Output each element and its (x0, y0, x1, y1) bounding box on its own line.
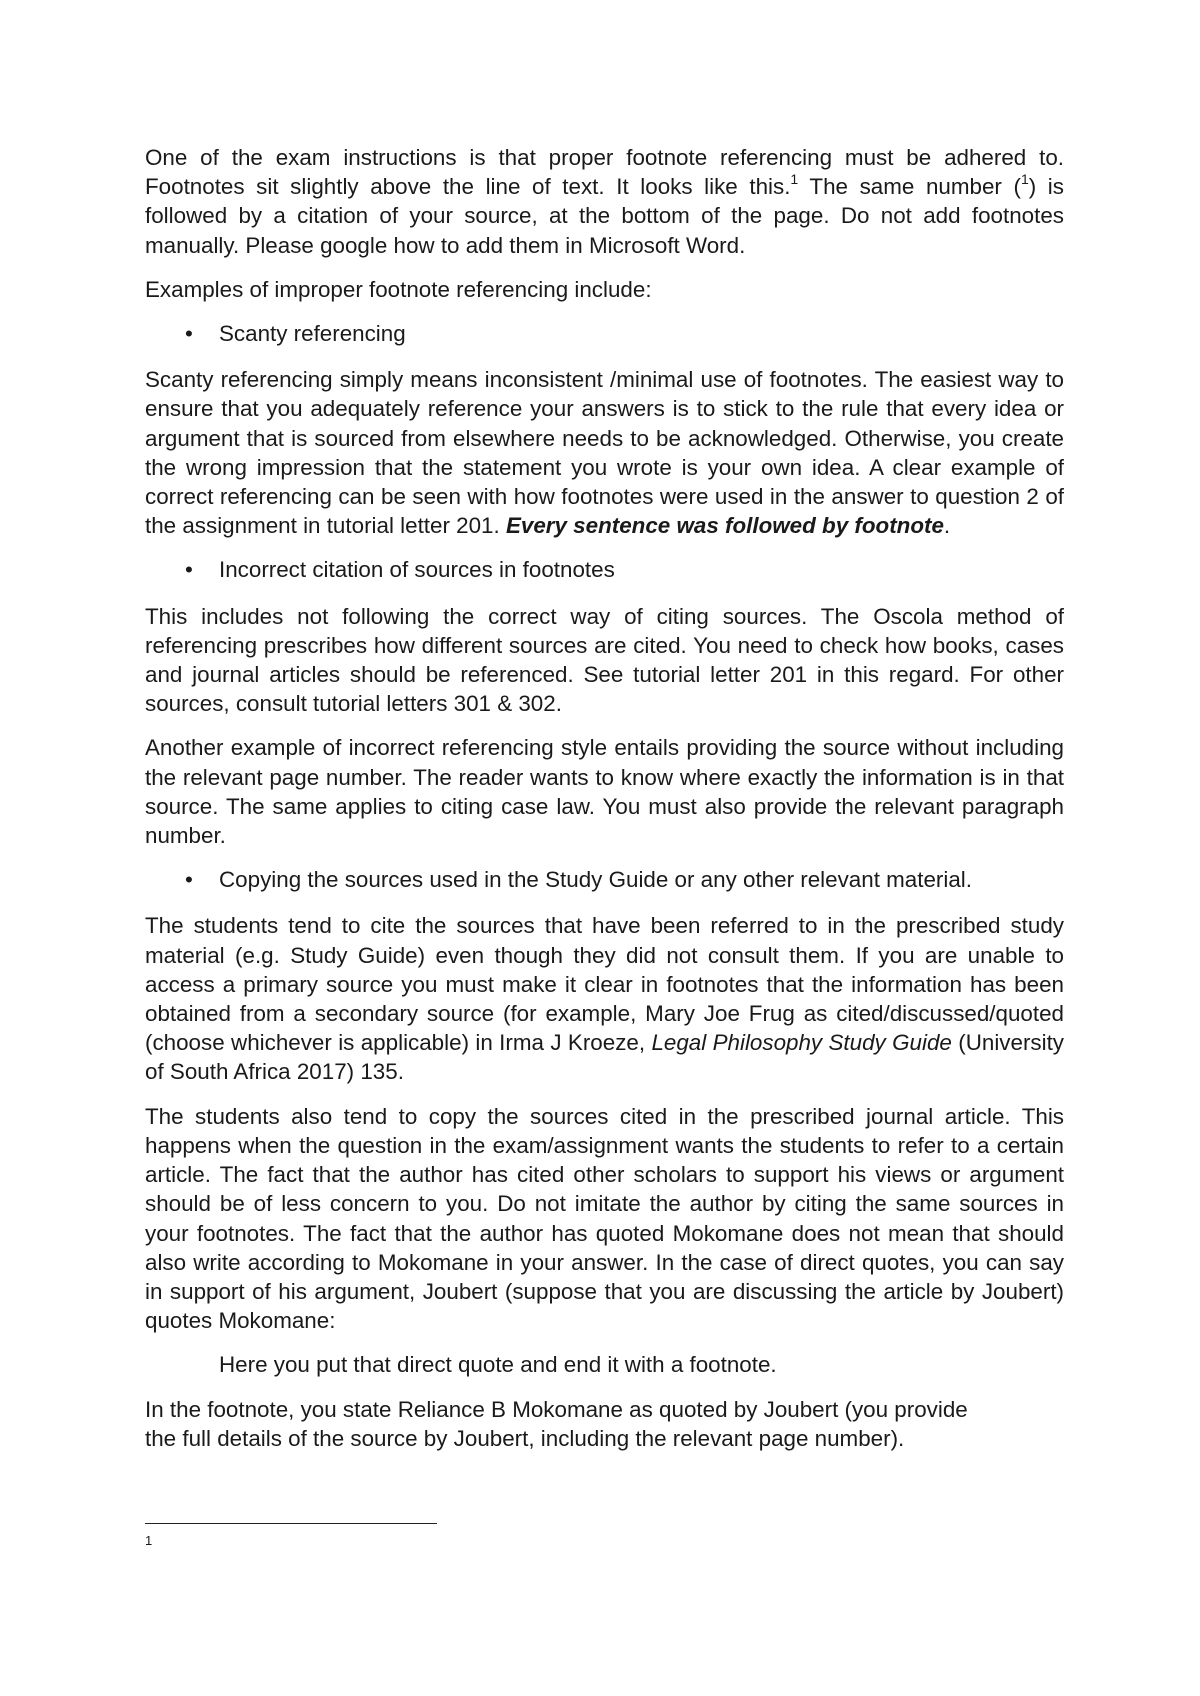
study-guide-paragraph (145, 911, 1064, 1086)
footnote-instruction-paragraph (145, 1395, 1064, 1453)
examples-heading: Examples of improper footnote referencing include: (145, 276, 652, 302)
footnote-number: 1 (145, 1533, 153, 1548)
intro-paragraph (145, 143, 1064, 260)
instruction-line-2: the full details of the source by Joubert, including the relevant page number). (145, 1425, 905, 1451)
intro-text-a: One of the exam instructions is that proper footnote referencing must be adhered to. Footnotes sit slightly above the line of text. It looks like this. (145, 145, 1064, 200)
emphasis-text: Every sentence was followed by footnote (505, 513, 944, 539)
scanty-referencing-paragraph (145, 365, 1064, 540)
footnote-separator (145, 1523, 437, 1524)
bullet-label: Copying the sources used in the Study Guide or any other relevant material. (219, 867, 972, 893)
italic-title: Legal Philosophy Study Guide (651, 1030, 952, 1056)
study-guide-text: The students tend to cite the sources that have been referred to in the prescribed study material (e.g. Study Guide) even though they did not consult them. If you are unable to access a primary source you must make it clear in footnotes that the information has been obtained from a secondary source (for example, Mary Joe Frug as cited/discussed/quoted (choose whichever is applicable) in Irma J Kroeze, (145, 913, 1064, 1056)
bullet-icon: • (185, 867, 193, 893)
bullet-icon: • (185, 321, 193, 347)
oscola-paragraph: This includes not following the correct way of citing sources. The Oscola method of referencing prescribes how different sources are cited. You need to check how books, cases and journal articles should be referenced. See tutorial letter 201 in this regard. For other sources, consult tutorial letters 301 & 302. (145, 603, 1064, 717)
bullet-scanty-referencing (145, 319, 1064, 348)
study-guide-end: (University of South Africa 2017) 135. (145, 1030, 1064, 1085)
indented-quote: Here you put that direct quote and end it with a footnote. (219, 1352, 777, 1378)
bullet-label: Incorrect citation of sources in footnotes (219, 557, 615, 583)
footnote-reference: 1 (790, 170, 799, 187)
footnote-reference-example: 1 (1020, 170, 1029, 187)
bullet-copying-sources (145, 865, 1064, 894)
period: . (943, 513, 951, 539)
bullet-incorrect-citation (145, 555, 1064, 584)
page-number-paragraph: Another example of incorrect referencing style entails providing the source without including the relevant page number. The reader wants to know where exactly the information is in that source. The same applies to citing case law. You must also provide the relevant paragraph number. (145, 735, 1064, 849)
instruction-line-1: In the footnote, you state Reliance B Mokomane as quoted by Joubert (you provide (145, 1396, 968, 1422)
bullet-icon: • (185, 557, 193, 583)
intro-text-c: ) is followed by a citation of your source, at the bottom of the page. Do not add footnotes manually. Please google how to add them in Microsoft Word. (145, 174, 1064, 258)
journal-article-paragraph: The students also tend to copy the sources cited in the prescribed journal article. This happens when the question in the exam/assignment wants the students to refer to a certain article. The fact that the author has cited other scholars to support his views or argument should be of less concern to you. Do not imitate the author by citing the same sources in your footnotes. The fact that the author has quoted Mokomane does not mean that should also write according to Mokomane in your answer. In the case of direct quotes, you can say in support of his argument, Joubert (suppose that you are discussing the article by Joubert) quotes Mokomane: (145, 1103, 1064, 1334)
scanty-text: Scanty referencing simply means inconsistent /minimal use of footnotes. The easiest way to ensure that you adequately reference your answers is to stick to the rule that every idea or argument that is sourced from elsewhere needs to be acknowledged. Otherwise, you create the wrong impression that the statement you wrote is your own idea. A clear example of correct referencing can be seen with how footnotes were used in the answer to question 2 of the assignment in tutorial letter 201. (145, 367, 1064, 539)
intro-text-b: The same number ( (798, 174, 1021, 200)
bullet-label: Scanty referencing (219, 321, 406, 347)
